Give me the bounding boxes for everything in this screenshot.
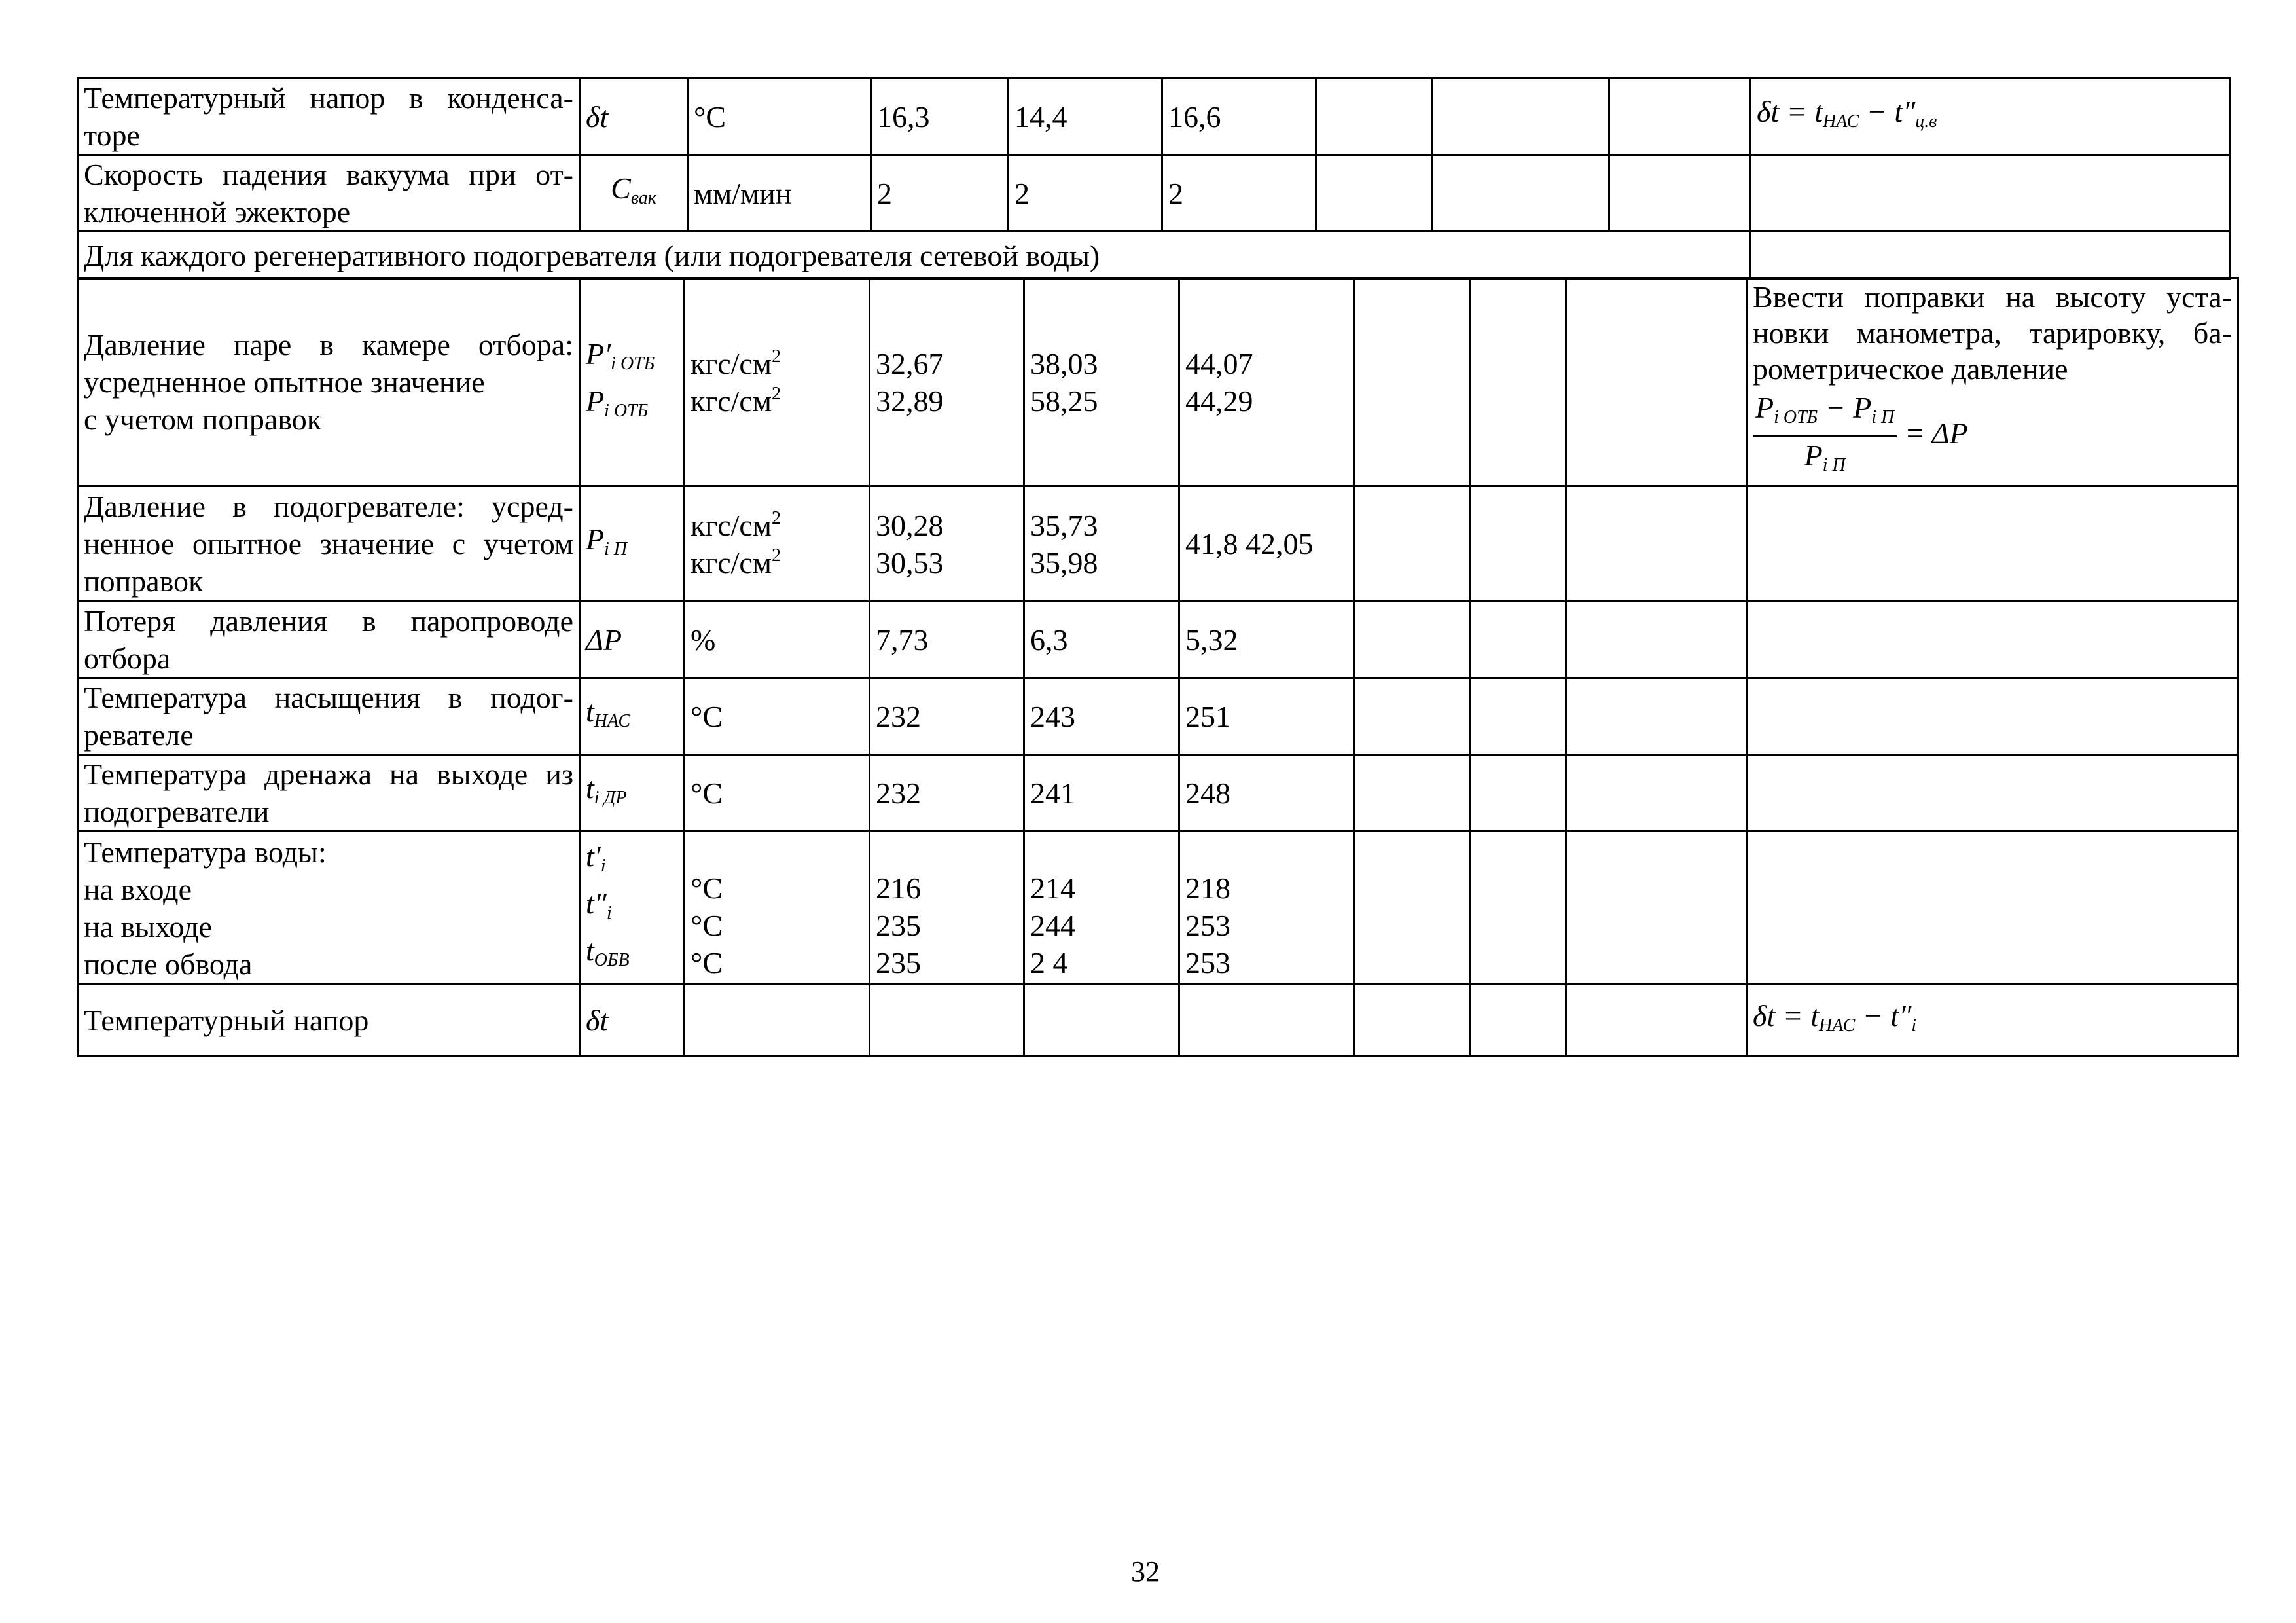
value-cell: 232 <box>870 678 1024 755</box>
empty-cell <box>1747 755 2238 831</box>
param-symbol: $t_{i ДР}$ <box>580 755 685 831</box>
value-cell: 6,3 <box>1024 602 1179 678</box>
param-name: Температура насыщения в подог-ревателе <box>78 678 580 755</box>
empty-cell <box>1354 678 1470 755</box>
empty-cell <box>685 985 870 1057</box>
param-name: Давление паре в камере отбора: усредненное опытное значение с учетом поправок <box>78 278 580 486</box>
formula-note: $\delta t = t_{НАС} - t''_{ц.в}$ <box>1751 79 2230 155</box>
empty-cell <box>1316 79 1433 155</box>
empty-cell <box>1747 486 2238 602</box>
empty-cell <box>1566 602 1747 678</box>
value-cell: 7,73 <box>870 602 1024 678</box>
empty-cell <box>1566 755 1747 831</box>
param-unit: °C <box>685 678 870 755</box>
param-symbol: $t'_i$ $t''_i$ $t_{ОБВ}$ <box>580 831 685 985</box>
value-cell: 14,4 <box>1009 79 1162 155</box>
table-row <box>78 602 2238 678</box>
param-name: Давление в подогревателе: усред-ненное опытное значение с учетом поправок <box>78 486 580 602</box>
formula-note: Ввести поправки на высоту уста-новки манометра, тарировку, ба-рометрическое давление $\frac{P_{i ОТБ} - P_{i П}}{P_{i П}}$ = ΔP <box>1747 278 2238 486</box>
param-symbol: $P'_{i ОТБ}$ $P_{i ОТБ}$ <box>580 278 685 486</box>
section-header: Для каждого регенеративного подогревателя (или подогревателя сетевой воды) <box>78 232 1751 280</box>
table-row <box>78 755 2238 831</box>
empty-cell <box>1354 602 1470 678</box>
empty-cell <box>1747 602 2238 678</box>
value-cell: 35,73 35,98 <box>1024 486 1179 602</box>
page-number: 32 <box>1131 1556 1160 1588</box>
value-cell: 38,03 58,25 <box>1024 278 1179 486</box>
value-cell: 2 <box>1009 155 1162 232</box>
empty-cell <box>1751 155 2230 232</box>
value-cell: 41,8 42,05 <box>1179 486 1354 602</box>
value-cell: 214 244 2 4 <box>1024 831 1179 985</box>
data-table-upper <box>77 77 2231 280</box>
empty-cell <box>1316 155 1433 232</box>
empty-cell <box>870 985 1024 1057</box>
empty-cell <box>1354 278 1470 486</box>
value-cell: 218 253 253 <box>1179 831 1354 985</box>
param-unit: °C <box>685 755 870 831</box>
formula-note: $\delta t = t_{НАС} - t''_i$ <box>1747 985 2238 1057</box>
empty-cell <box>1470 985 1566 1057</box>
table-row <box>78 985 2238 1057</box>
param-symbol: $t_{НАС}$ <box>580 678 685 755</box>
empty-cell <box>1433 79 1609 155</box>
value-cell: 32,67 32,89 <box>870 278 1024 486</box>
value-cell: 16,3 <box>871 79 1009 155</box>
empty-cell <box>1609 79 1751 155</box>
empty-cell <box>1470 278 1566 486</box>
table-row <box>78 678 2238 755</box>
param-unit: °C <box>688 79 871 155</box>
empty-cell <box>1566 678 1747 755</box>
value-cell: 2 <box>871 155 1009 232</box>
value-cell: 2 <box>1162 155 1316 232</box>
value-cell: 241 <box>1024 755 1179 831</box>
param-symbol: $C_{вак}$ <box>580 155 688 232</box>
value-cell: 243 <box>1024 678 1179 755</box>
value-cell: 5,32 <box>1179 602 1354 678</box>
param-symbol: ΔP <box>580 602 685 678</box>
empty-cell <box>1470 678 1566 755</box>
param-name: Скорость падения вакуума при от-ключенной эжекторе <box>78 155 580 232</box>
param-name: Температура дренажа на выходе из подогреватели <box>78 755 580 831</box>
param-name: Потеря давления в паропроводе отбора <box>78 602 580 678</box>
empty-cell <box>1433 155 1609 232</box>
empty-cell <box>1747 831 2238 985</box>
empty-cell <box>1354 755 1470 831</box>
param-symbol: $P_{i П}$ <box>580 486 685 602</box>
empty-cell <box>1470 602 1566 678</box>
value-cell: 251 <box>1179 678 1354 755</box>
empty-cell <box>1609 155 1751 232</box>
empty-cell <box>1566 278 1747 486</box>
param-unit: кгс/$см^2$ кгс/$см^2$ <box>685 486 870 602</box>
param-symbol: δt <box>580 79 688 155</box>
empty-cell <box>1470 755 1566 831</box>
value-cell: 30,28 30,53 <box>870 486 1024 602</box>
param-unit: кгс/$см^2$ кгс/$см^2$ <box>685 278 870 486</box>
empty-cell <box>1751 232 2230 280</box>
empty-cell <box>1470 486 1566 602</box>
param-name: Температурный напор <box>78 985 580 1057</box>
empty-cell <box>1179 985 1354 1057</box>
value-cell: 232 <box>870 755 1024 831</box>
empty-cell <box>1354 985 1470 1057</box>
param-unit: % <box>685 602 870 678</box>
table-row <box>78 155 2230 232</box>
table-row <box>78 278 2238 486</box>
param-unit: мм/мин <box>688 155 871 232</box>
table-row <box>78 79 2230 155</box>
empty-cell <box>1024 985 1179 1057</box>
empty-cell <box>1354 486 1470 602</box>
table-row <box>78 831 2238 985</box>
section-header-row <box>78 232 2230 280</box>
param-unit: °C °C °C <box>685 831 870 985</box>
data-table-lower <box>77 277 2239 1057</box>
value-cell: 248 <box>1179 755 1354 831</box>
value-cell: 16,6 <box>1162 79 1316 155</box>
value-cell: 44,07 44,29 <box>1179 278 1354 486</box>
param-name: Температурный напор в конденса-торе <box>78 79 580 155</box>
empty-cell <box>1747 678 2238 755</box>
value-cell: 216 235 235 <box>870 831 1024 985</box>
empty-cell <box>1566 831 1747 985</box>
empty-cell <box>1566 486 1747 602</box>
table-row <box>78 486 2238 602</box>
empty-cell <box>1354 831 1470 985</box>
empty-cell <box>1566 985 1747 1057</box>
param-name: Температура воды: на входе на выходе после обвода <box>78 831 580 985</box>
param-symbol: δt <box>580 985 685 1057</box>
empty-cell <box>1470 831 1566 985</box>
